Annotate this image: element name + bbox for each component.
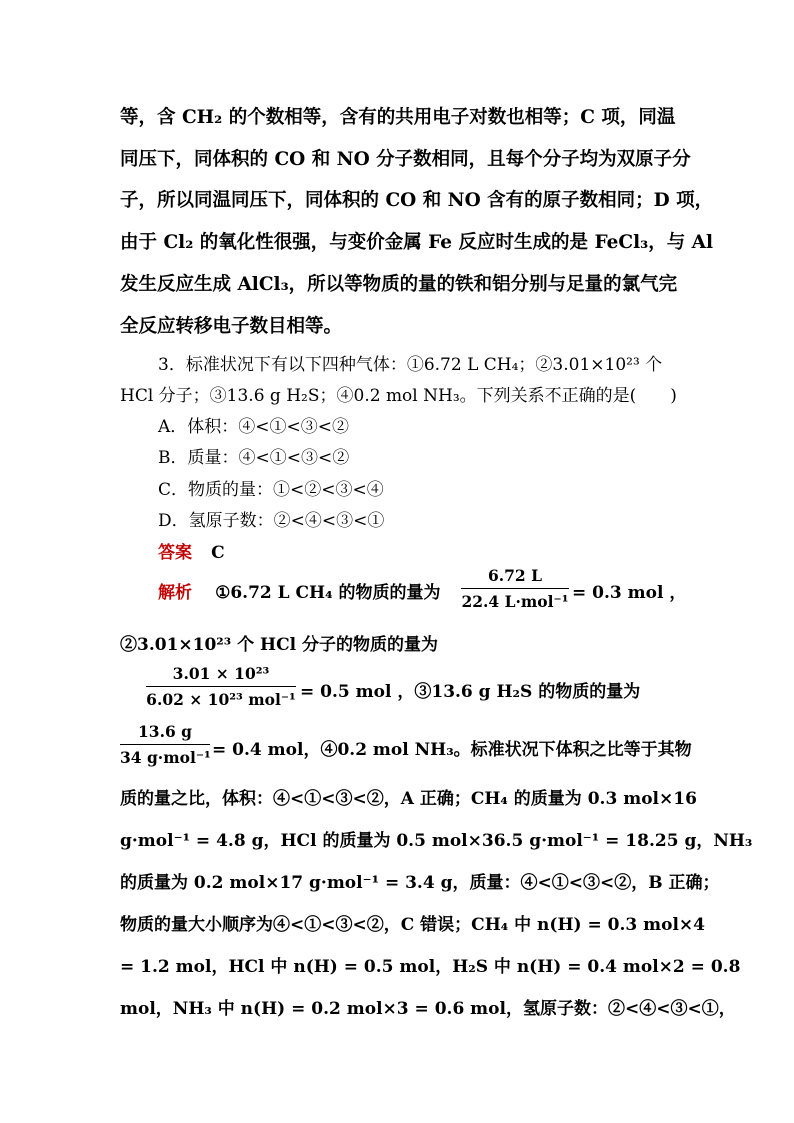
para1-line3: 子，所以同温同压下，同体积的 CO 和 NO 含有的原子数相同；D 项， — [120, 190, 714, 211]
para1-line2: 同压下，同体积的 CO 和 NO 分子数相同，且每个分子均为双原子分 — [120, 149, 691, 170]
fraction-h2s — [120, 722, 210, 767]
analysis-line8: 物质的量大小顺序为④<①<③<②，C 错误；CH₄ 中 n(H) = 0.3 mol×4 — [120, 915, 705, 935]
option-d: D．氢原子数：②<④<③<① — [158, 511, 385, 531]
analysis-line7: 的质量为 0.2 mol×17 g·mol⁻¹ = 3.4 g，质量：④<①<③<②，B 正确； — [120, 873, 720, 893]
question-line2: HCl 分子；③13.6 g H₂S；④0.2 mol NH₃。下列关系不正确的是( ) — [120, 386, 677, 406]
fraction-ch4-numerator: 6.72 L — [487, 566, 543, 585]
fraction-hcl-numerator: 3.01 × 10²³ — [172, 664, 270, 683]
fraction-ch4-denominator: 22.4 L·mol⁻¹ — [461, 592, 569, 611]
fraction-h2s-bar — [120, 744, 210, 745]
option-c: C．物质的量：①<②<③<④ — [158, 480, 384, 500]
fraction-h2s-numerator: 13.6 g — [138, 722, 192, 741]
analysis-line1-tail: = 0.3 mol ， — [572, 583, 687, 603]
fraction-ch4-bar — [461, 588, 569, 589]
analysis-line4-tail: = 0.4 mol，④0.2 mol NH₃。标准状况下体积之比等于其物 — [212, 740, 692, 760]
para1-line5: 发生反应生成 AlCl₃，所以等物质的量的铁和铝分别与足量的氯气完 — [120, 274, 678, 295]
analysis-line1 — [158, 578, 441, 603]
analysis-label: 解析 — [158, 583, 192, 603]
fraction-hcl — [146, 664, 296, 709]
fraction-hcl-denominator: 6.02 × 10²³ mol⁻¹ — [146, 690, 296, 709]
fraction-h2s-denominator: 34 g·mol⁻¹ — [120, 748, 211, 767]
analysis-line6: g·mol⁻¹ = 4.8 g，HCl 的质量为 0.5 mol×36.5 g·mol⁻¹ = 18.25 g，NH₃ — [120, 831, 753, 851]
para1-line4: 由于 Cl₂ 的氧化性很强，与变价金属 Fe 反应时生成的是 FeCl₃，与 Al — [120, 232, 714, 253]
analysis-line1-text: ①6.72 L CH₄ 的物质的量为 — [215, 583, 441, 603]
option-b: B．质量：④<①<③<② — [158, 448, 350, 468]
answer-line — [158, 538, 225, 563]
option-a: A．体积：④<①<③<② — [158, 417, 350, 437]
fraction-ch4 — [461, 566, 569, 611]
answer-label: 答案 — [158, 543, 192, 563]
analysis-line2: ②3.01×10²³ 个 HCl 分子的物质的量为 — [120, 635, 439, 655]
analysis-line3-tail: = 0.5 mol ，③13.6 g H₂S 的物质的量为 — [300, 682, 641, 702]
analysis-line10: mol，NH₃ 中 n(H) = 0.2 mol×3 = 0.6 mol，氢原子数：②<④<③<①， — [120, 999, 736, 1019]
question-line1: 3．标准状况下有以下四种气体：①6.72 L CH₄；②3.01×10²³ 个 — [158, 355, 663, 375]
para1-line6: 全反应转移电子数目相等。 — [120, 316, 343, 337]
fraction-hcl-bar — [146, 686, 296, 687]
analysis-line9: = 1.2 mol，HCl 中 n(H) = 0.5 mol，H₂S 中 n(H) = 0.4 mol×2 = 0.8 — [120, 957, 741, 977]
answer-value: C — [211, 543, 225, 563]
analysis-line5: 质的量之比，体积：④<①<③<②，A 正确；CH₄ 的质量为 0.3 mol×16 — [120, 789, 697, 809]
para1-line1: 等，含 CH₂ 的个数相等，含有的共用电子对数也相等；C 项，同温 — [120, 107, 676, 128]
